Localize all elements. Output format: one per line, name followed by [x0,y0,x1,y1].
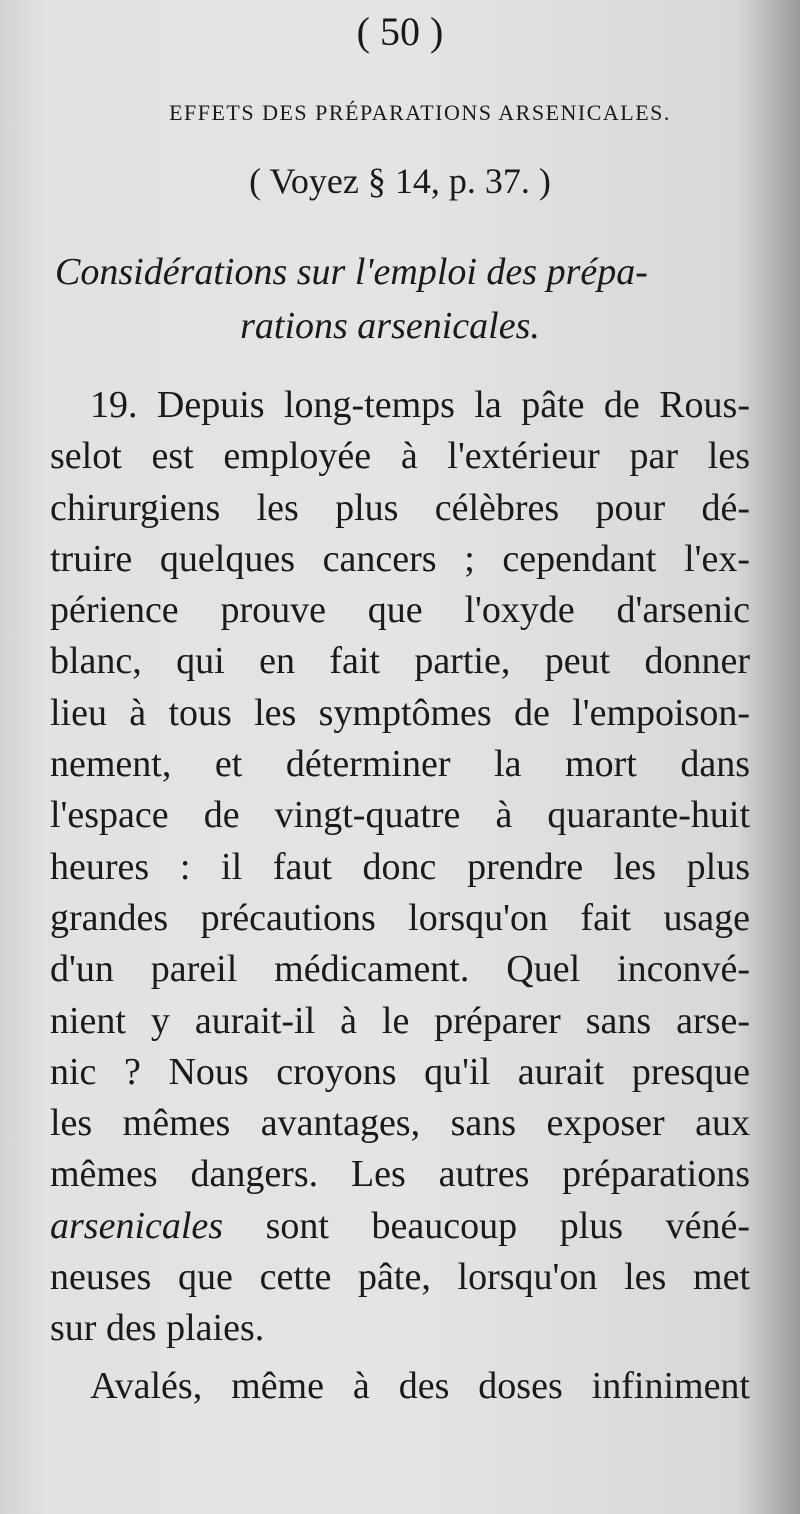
text-line: l'espace de vingt-quatre à quarante-huit [50,794,750,837]
running-title: EFFETS DES PRÉPARATIONS ARSENICALES. [169,100,671,125]
text-line: lieu à tous les symptômes de l'empoison- [50,691,750,734]
section-heading [55,245,755,353]
text-line: nic ? Nous croyons qu'il aurait presque [50,1050,750,1093]
text-line-italic-start [50,1201,750,1252]
text-line: nement, et déterminer la mort dans [50,743,750,786]
text-line: Avalés, même à des doses infiniment [90,1364,750,1407]
text-line: périence prouve que l'oxyde d'arsenic [50,589,750,632]
text-line-rest: sont beaucoup plus véné- [223,1204,750,1247]
page-number: ( 50 ) [356,9,444,54]
text-line: heures : il faut donc prendre les plus [50,845,750,888]
text-line: 19. Depuis long-temps la pâte de Rous- [90,384,750,426]
text-line: truire quelques cancers ; cependant l'ex- [50,537,750,580]
text-line: d'un pareil médicament. Quel inconvé- [50,948,750,991]
text-line: sur des plaies. [50,1307,265,1350]
text-line: nient y aurait-il à le préparer sans arse- [50,999,750,1042]
text-line: mêmes dangers. Les autres préparations [50,1153,750,1196]
text-line: neuses que cette pâte, lorsqu'on les met [50,1256,750,1299]
section-heading-line-2: rations arsenicales. [240,305,540,347]
text-line: chirurgiens les plus célèbres pour dé- [50,486,750,529]
body-text [50,380,750,1412]
italic-term: arsenicales [50,1204,224,1247]
cross-reference: ( Voyez § 14, p. 37. ) [249,161,551,201]
text-line: les mêmes avantages, sans exposer aux [50,1102,750,1145]
text-line: blanc, qui en fait partie, peut donner [50,640,750,683]
text-line: selot est employée à l'extérieur par les [50,435,750,478]
section-heading-line-1: Considérations sur l'emploi des prépa- [55,251,648,293]
text-line: grandes précautions lorsqu'on fait usage [50,896,750,939]
